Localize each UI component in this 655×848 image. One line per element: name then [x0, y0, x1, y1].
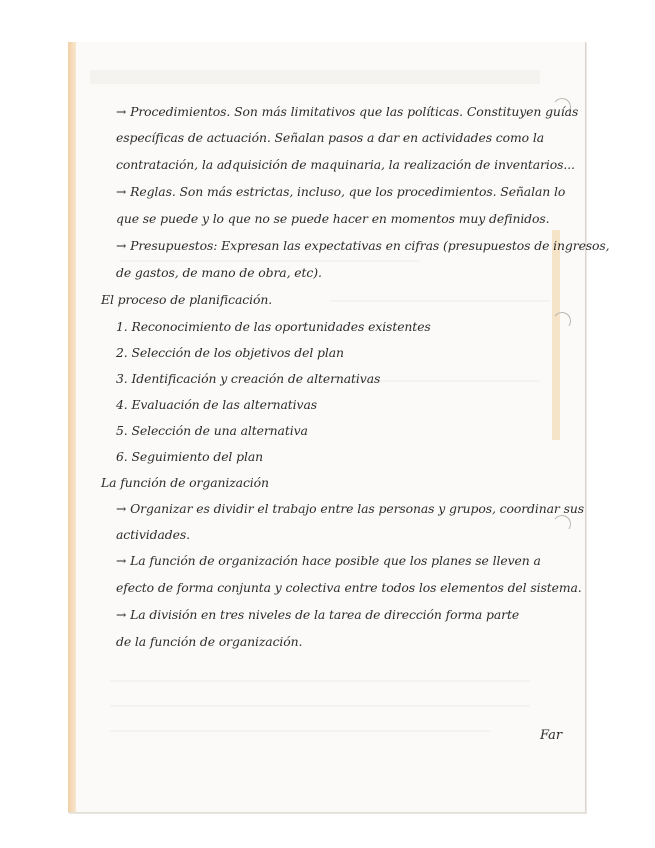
- note-line: de gastos, de mano de obra, etc).: [116, 265, 322, 280]
- section-heading: El proceso de planificación.: [101, 292, 273, 307]
- note-line: específicas de actuación. Señalan pasos a dar en actividades como la: [116, 130, 544, 145]
- note-line: actividades.: [116, 527, 190, 542]
- note-line: contratación, la adquisición de maquinaria, la realización de inventarios...: [116, 157, 575, 172]
- list-item: 2. Selección de los objetivos del plan: [116, 345, 344, 360]
- list-item: 1. Reconocimiento de las oportunidades existentes: [116, 319, 431, 334]
- note-line: → La función de organización hace posible que los planes se lleven a: [116, 553, 541, 568]
- note-line: efecto de forma conjunta y colectiva entre todos los elementos del sistema.: [116, 580, 582, 595]
- note-line: → Procedimientos. Son más limitativos que las políticas. Constituyen guías: [116, 104, 579, 119]
- note-line: → La división en tres niveles de la tarea de dirección forma parte: [116, 607, 520, 622]
- signature: Far: [540, 728, 563, 743]
- list-item: 5. Selección de una alternativa: [116, 423, 308, 438]
- list-item: 4. Evaluación de las alternativas: [116, 397, 317, 412]
- note-line: de la función de organización.: [116, 634, 303, 649]
- note-line: → Organizar es dividir el trabajo entre las personas y grupos, coordinar sus: [116, 501, 584, 516]
- list-item: 6. Seguimiento del plan: [116, 449, 263, 464]
- note-line: que se puede y lo que no se puede hacer en momentos muy definidos.: [116, 211, 550, 226]
- section-heading: La función de organización: [101, 475, 269, 490]
- note-line: → Presupuestos: Expresan las expectativas en cifras (presupuestos de ingresos,: [116, 238, 610, 253]
- list-item: 3. Identificación y creación de alternativas: [116, 371, 381, 386]
- note-line: → Reglas. Son más estrictas, incluso, que los procedimientos. Señalan lo: [116, 184, 566, 199]
